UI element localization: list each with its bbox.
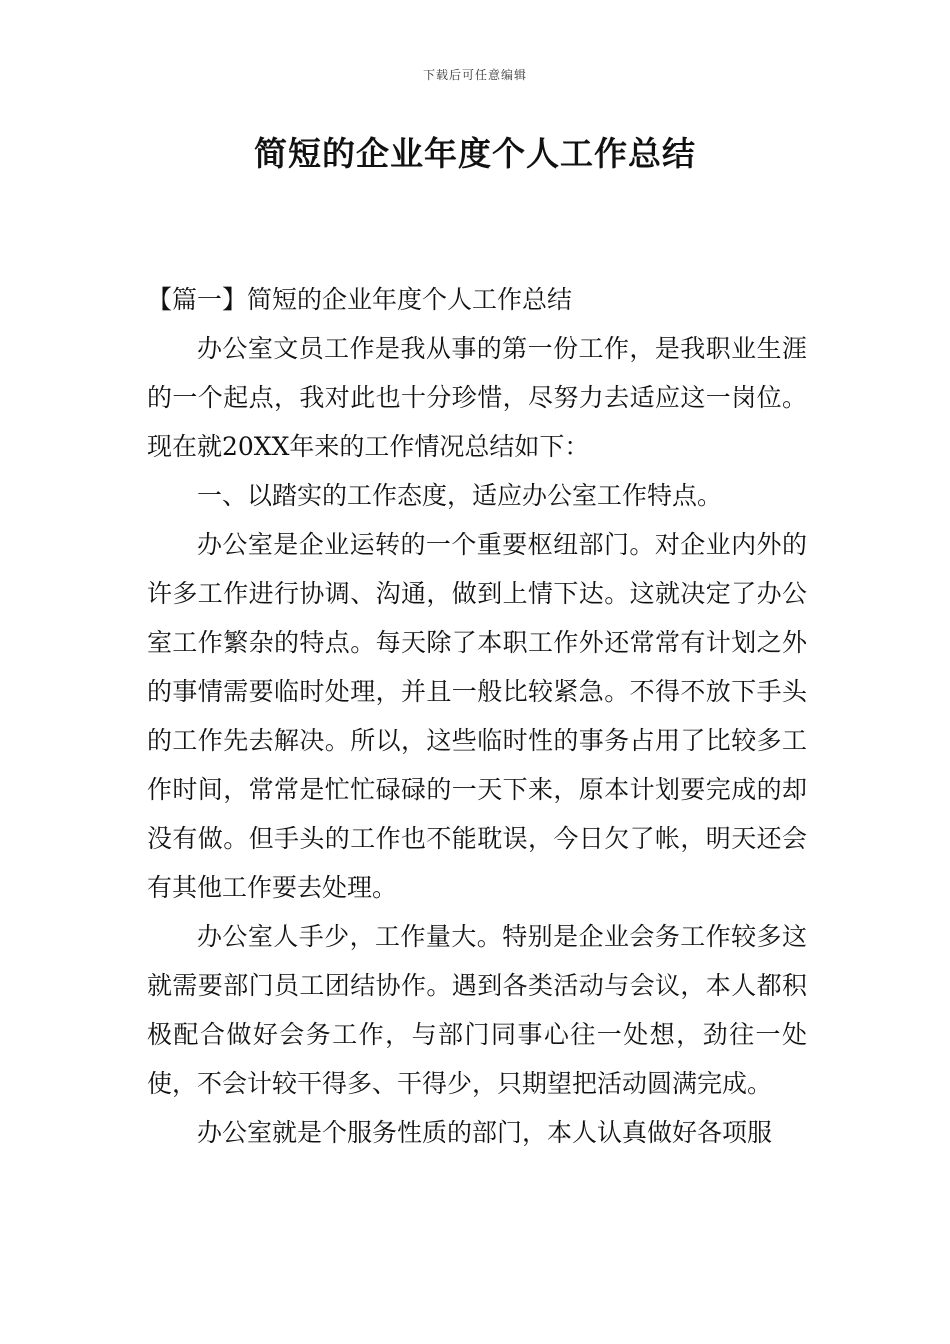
section-heading: 【篇一】简短的企业年度个人工作总结	[147, 285, 573, 314]
document-title: 简短的企业年度个人工作总结	[254, 134, 696, 173]
paragraph-service: 办公室就是个服务性质的部门，本人认真做好各项服	[197, 1118, 773, 1147]
paragraph-office-hub: 办公室是企业运转的一个重要枢纽部门。对企业内外的许多工作进行协调、沟通，做到上情下达。这就决定了办公室工作繁杂的特点。每天除了本职工作外还常常有计划之外的事情需要临时处理，并且一般比较紧急。不得不放下手头的工作先去解决。所以，这些临时性的事务占用了比较多工作时间，常常是忙忙碌碌的一天下来，原本计划要完成的却没有做。但手头的工作也不能耽误，今日欠了帐，明天还会有其他工作要去处理。	[147, 530, 807, 902]
paragraph-subheading-1: 一、以踏实的工作态度，适应办公室工作特点。	[197, 481, 723, 510]
header-note: 下载后可任意编辑	[422, 68, 527, 82]
paragraph-intro: 办公室文员工作是我从事的第一份工作，是我职业生涯的一个起点，我对此也十分珍惜，尽努力去适应这一岗位。现在就20XX年来的工作情况总结如下：	[147, 334, 807, 461]
paragraph-teamwork: 办公室人手少，工作量大。特别是企业会务工作较多这就需要部门员工团结协作。遇到各类活动与会议，本人都积极配合做好会务工作，与部门同事心往一处想，劲往一处使，不会计较干得多、干得少，只期望把活动圆满完成。	[147, 922, 807, 1098]
document-body	[147, 275, 807, 1157]
